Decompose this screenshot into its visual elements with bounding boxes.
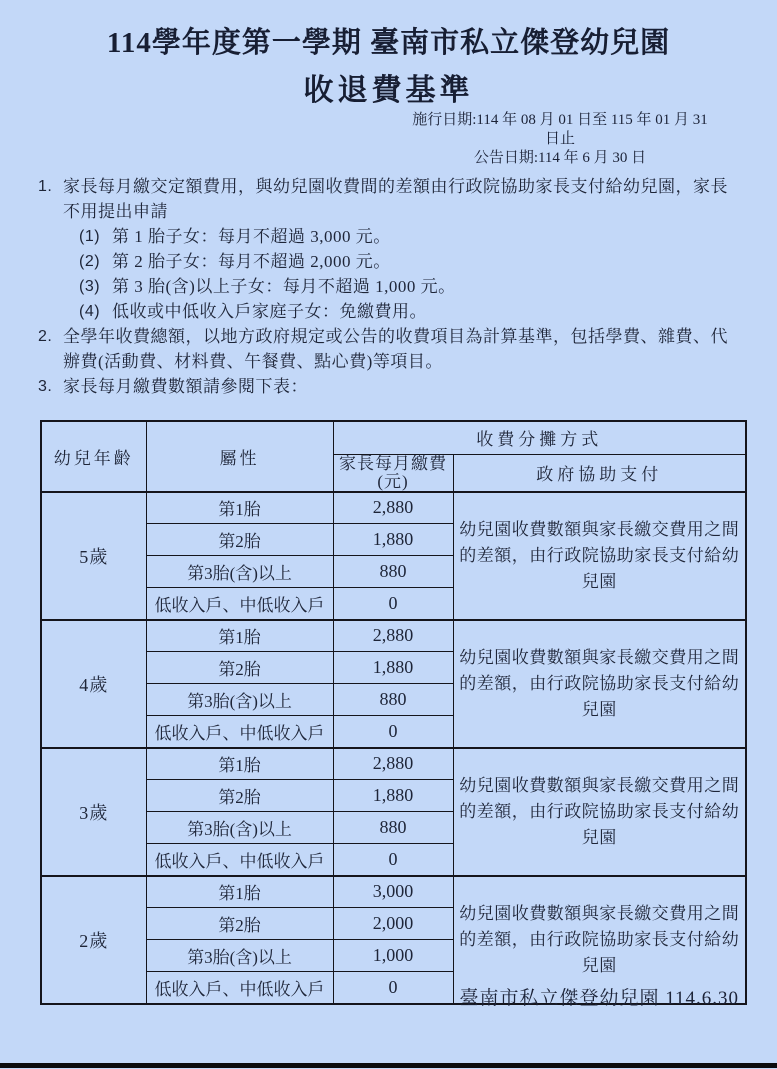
effective-date: 施行日期:114 年 08 月 01 日至 115 年 01 月 31 日止 [412,112,708,147]
fee-cell: 0 [333,716,453,748]
attribute-cell: 第3胎(含)以上 [146,556,333,588]
subitem-number: (1) [79,228,101,245]
subitem-number: (2) [79,253,101,270]
document-title: 114學年度第一學期 臺南市私立傑登幼兒園 [106,27,671,59]
age-group-3: 3歲 [41,748,146,876]
gov-support-cell: 幼兒園收費數額與家長繳交費用之間的差額，由行政院協助家長支付給幼兒園 [453,876,746,1004]
attribute-cell: 第1胎 [146,748,333,780]
document-subtitle: 收退費基準 [303,74,474,107]
announce-date: 公告日期:114 年 6 月 30 日 [473,150,647,166]
note-number: 3. [38,378,53,395]
col-header-age: 幼兒年齡 [41,421,146,492]
note-subitem-3 [0,274,777,299]
note-number: 1. [38,178,53,195]
note-item-2 [0,324,777,374]
age-group-5: 5歲 [41,492,146,620]
col-header-gov-support: 政府協助支付 [453,454,746,492]
date-block [405,111,715,168]
fee-cell: 2,880 [333,620,453,652]
fee-cell: 880 [333,556,453,588]
fee-table [40,420,747,1005]
subitem-number: (4) [79,303,101,320]
attribute-cell: 低收入戶、中低收入戶 [146,844,333,876]
fee-cell: 2,880 [333,492,453,524]
fee-cell: 0 [333,588,453,620]
fee-cell: 1,880 [333,780,453,812]
fee-cell: 2,000 [333,908,453,940]
col-header-fee-share: 收費分攤方式 [333,421,746,454]
age-group-4: 4歲 [41,620,146,748]
table-row [41,492,746,524]
col-header-parent-monthly [333,454,453,492]
col-header-attribute: 屬性 [146,421,333,492]
note-subitem-4 [0,299,777,324]
attribute-cell: 第3胎(含)以上 [146,812,333,844]
parent-monthly-line2: (元) [377,471,409,491]
fee-cell: 3,000 [333,876,453,908]
bottom-border-line [0,1063,777,1068]
table-row [41,748,746,780]
fee-cell: 1,880 [333,524,453,556]
attribute-cell: 第3胎(含)以上 [146,940,333,972]
attribute-cell: 第1胎 [146,620,333,652]
fee-cell: 880 [333,812,453,844]
fee-cell: 1,880 [333,652,453,684]
notes-section [0,174,777,399]
attribute-cell: 低收入戶、中低收入戶 [146,588,333,620]
fee-cell: 0 [333,972,453,1004]
attribute-cell: 第2胎 [146,652,333,684]
gov-support-cell: 幼兒園收費數額與家長繳交費用之間的差額，由行政院協助家長支付給幼兒園 [453,748,746,876]
gov-support-cell: 幼兒園收費數額與家長繳交費用之間的差額，由行政院協助家長支付給幼兒園 [453,620,746,748]
attribute-cell: 第2胎 [146,908,333,940]
attribute-cell: 第1胎 [146,492,333,524]
subitem-text: 第 1 胎子女：每月不超過 3,000 元。 [112,227,391,246]
subitem-number: (3) [79,278,101,295]
attribute-cell: 低收入戶、中低收入戶 [146,716,333,748]
note-text: 家長每月繳交定額費用，與幼兒園收費間的差額由行政院協助家長支付給幼兒園，家長不用提出申請 [63,177,728,221]
attribute-cell: 第3胎(含)以上 [146,684,333,716]
gov-support-cell: 幼兒園收費數額與家長繳交費用之間的差額，由行政院協助家長支付給幼兒園 [453,492,746,620]
note-number: 2. [38,328,53,345]
subitem-text: 第 3 胎(含)以上子女：每月不超過 1,000 元。 [112,277,456,296]
attribute-cell: 低收入戶、中低收入戶 [146,972,333,1004]
fee-cell: 1,000 [333,940,453,972]
fee-cell: 0 [333,844,453,876]
subitem-text: 低收或中低收入戶家庭子女：免繳費用。 [112,302,427,321]
attribute-cell: 第2胎 [146,780,333,812]
table-row [41,620,746,652]
note-item-1 [0,174,777,224]
signature: 臺南市私立傑登幼兒園 114.6.30 [459,988,739,1009]
attribute-cell: 第2胎 [146,524,333,556]
fee-cell: 2,880 [333,748,453,780]
attribute-cell: 第1胎 [146,876,333,908]
subitem-text: 第 2 胎子女：每月不超過 2,000 元。 [112,252,391,271]
note-text: 全學年收費總額，以地方政府規定或公告的收費項目為計算基準，包括學費、雜費、代辦費(活動費、材料費、午餐費、點心費)等項目。 [63,327,728,371]
age-group-2: 2歲 [41,876,146,1004]
note-text: 家長每月繳費數額請參閱下表： [63,377,308,396]
parent-monthly-line1: 家長每月繳費 [339,453,447,473]
note-subitem-2 [0,249,777,274]
note-subitem-1 [0,224,777,249]
note-item-3 [0,374,777,399]
table-row [41,876,746,908]
fee-cell: 880 [333,684,453,716]
